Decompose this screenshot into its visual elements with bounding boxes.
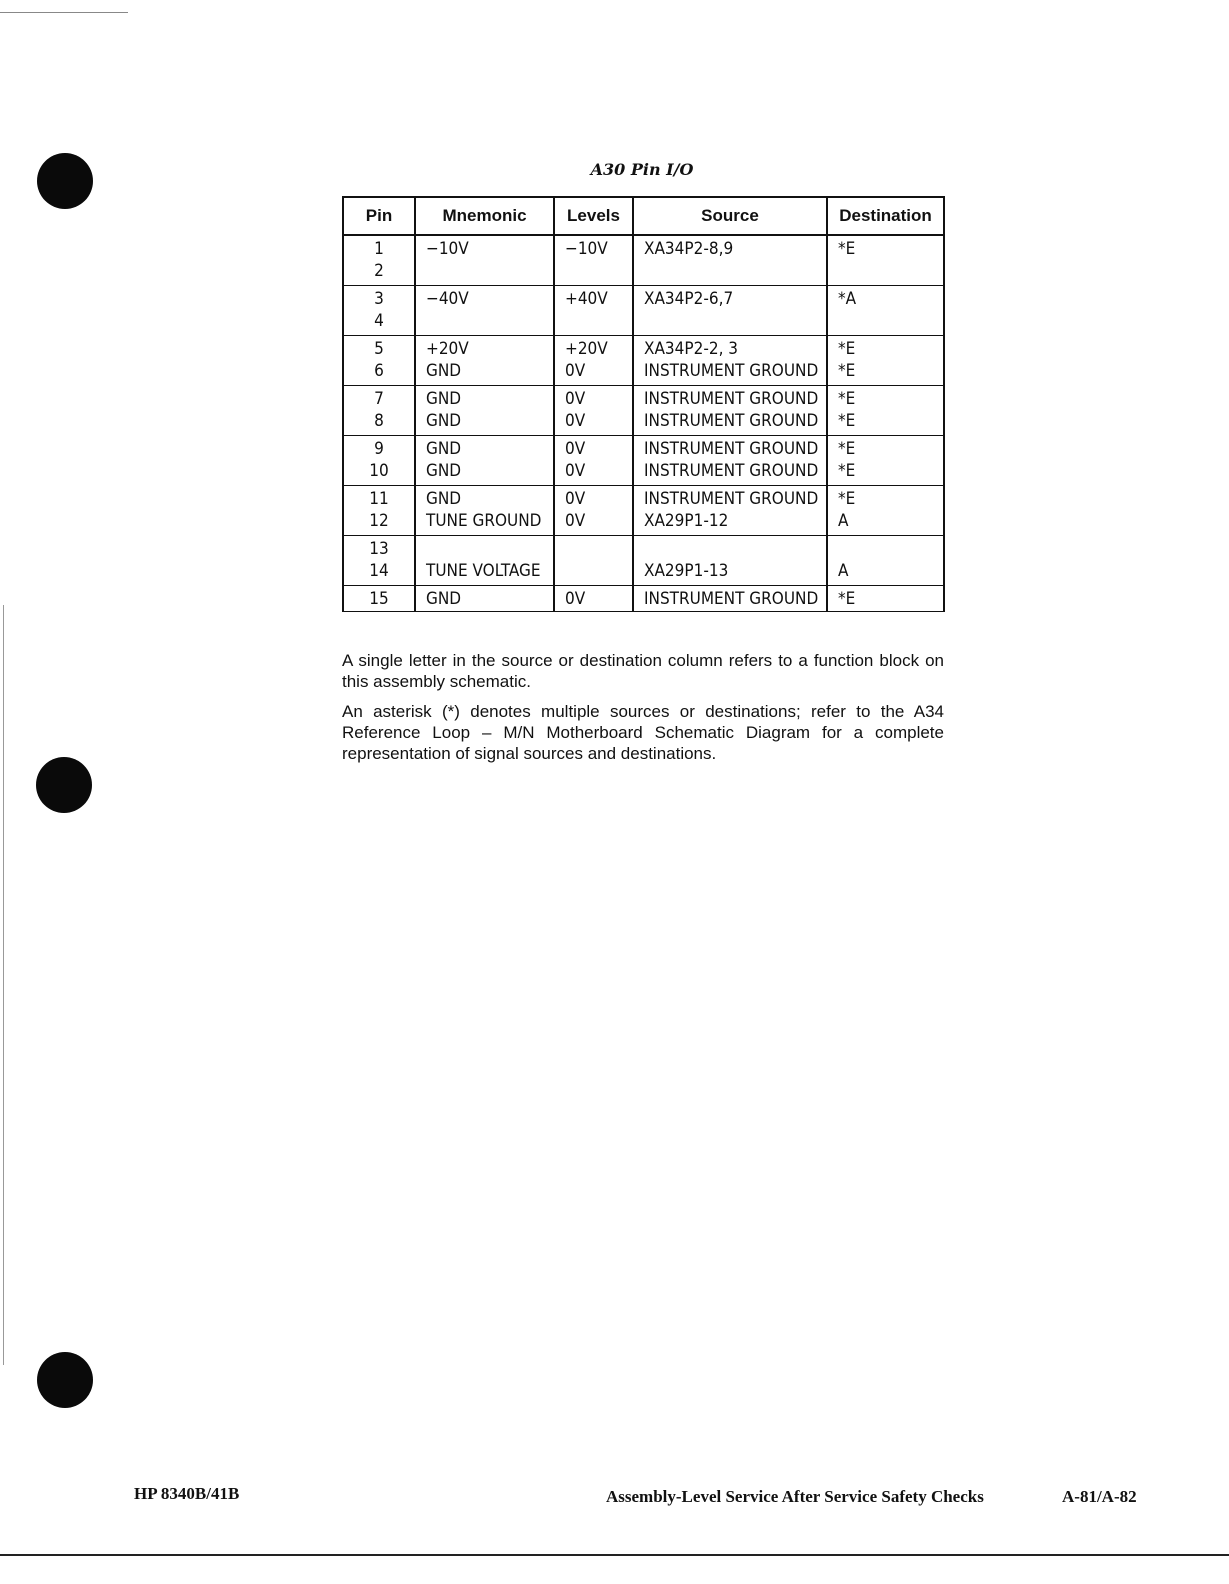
levels-value: 0V [565,460,586,481]
destination-value: *A [838,289,857,309]
source-value: INSTRUMENT GROUND [644,439,819,459]
levels-value [565,561,622,583]
table-title: A30 Pin I/O [590,160,694,179]
destination-value: A [838,510,849,531]
notes [342,650,944,773]
cell-mnemonic [415,336,554,386]
pin-value: 10 [369,460,389,481]
destination-value [838,539,933,561]
levels-value: 0V [565,489,586,509]
destination-value: *E [838,339,856,359]
cell-mnemonic [415,386,554,436]
cell-levels [554,536,633,586]
cell-mnemonic [415,235,554,286]
table-body [343,235,944,612]
levels-value: 0V [565,389,586,409]
levels-value: 0V [565,510,586,531]
footer-section: Assembly-Level Service After Service Safety Checks [606,1487,984,1506]
destination-value: *E [838,439,856,459]
table-row [343,436,944,486]
cell-destination [827,386,944,436]
cell-levels [554,486,633,536]
cell-pin [343,336,415,386]
bottom-rule [0,1554,1229,1556]
levels-value [565,261,622,283]
source-value: XA29P1-12 [644,510,729,531]
cell-mnemonic [415,436,554,486]
pin-value: 8 [374,410,384,431]
cell-source [633,336,827,386]
mnemonic-value [426,261,543,283]
destination-value: *E [838,410,856,431]
cell-source [633,386,827,436]
header-mnemonic: Mnemonic [415,197,554,235]
pin-value: 9 [374,439,384,459]
source-value: XA34P2-8,9 [644,239,734,259]
mnemonic-value: TUNE GROUND [426,510,542,531]
note-paragraph: An asterisk (*) denotes multiple sources or destinations; refer to the A34 Reference Loop – M/N Motherboard Schematic Diagram for a complete representation of signal sources and destinations. [342,702,944,763]
cell-destination [827,436,944,486]
cell-destination [827,286,944,336]
pin-value: 13 [369,539,389,559]
source-value: XA29P1-13 [644,560,729,581]
source-value: XA34P2-6,7 [644,289,734,309]
mnemonic-value: GND [426,439,462,459]
levels-value [565,311,622,333]
pin-value: 6 [374,360,384,381]
source-value: INSTRUMENT GROUND [644,589,819,609]
pin-value: 7 [374,389,384,409]
cell-mnemonic [415,586,554,612]
page-edge [3,605,4,1365]
destination-value [838,311,933,333]
cell-mnemonic [415,536,554,586]
source-value: INSTRUMENT GROUND [644,360,819,381]
note-paragraph: A single letter in the source or destination column refers to a function block on this assembly schematic. [342,651,944,691]
binder-hole [36,757,92,813]
mnemonic-value: GND [426,410,462,431]
cell-pin [343,286,415,336]
header-destination: Destination [827,197,944,235]
cell-destination [827,536,944,586]
levels-value: 0V [565,439,586,459]
table-row [343,386,944,436]
source-value [644,539,816,561]
cell-mnemonic [415,286,554,336]
source-value: INSTRUMENT GROUND [644,460,819,481]
destination-value: *E [838,489,856,509]
table-row [343,336,944,386]
table-row [343,586,944,612]
destination-value: *E [838,360,856,381]
footer-page-number: A-81/A-82 [1062,1487,1137,1506]
cell-source [633,486,827,536]
pin-value: 14 [369,560,389,581]
mnemonic-value: GND [426,389,462,409]
source-value [644,311,816,333]
cell-levels [554,586,633,612]
source-value: INSTRUMENT GROUND [644,489,819,509]
pin-value: 12 [369,510,389,531]
mnemonic-value: GND [426,460,462,481]
mnemonic-value: GND [426,589,462,609]
cell-levels [554,436,633,486]
cell-pin [343,386,415,436]
table-row [343,486,944,536]
cell-pin [343,486,415,536]
pin-value: 3 [374,289,384,309]
levels-value: 0V [565,410,586,431]
source-value: INSTRUMENT GROUND [644,389,819,409]
mnemonic-value: −10V [426,239,469,259]
mnemonic-value: −40V [426,289,469,309]
cell-source [633,436,827,486]
pin-value: 1 [374,239,384,259]
pin-value: 11 [369,489,389,509]
destination-value: *E [838,589,856,609]
cell-destination [827,486,944,536]
levels-value: +20V [565,339,608,359]
mnemonic-value [426,311,543,333]
pin-value: 5 [374,339,384,359]
cell-levels [554,235,633,286]
levels-value [565,539,622,561]
mnemonic-value: GND [426,360,462,381]
header-pin: Pin [343,197,415,235]
cell-levels [554,286,633,336]
table-row [343,286,944,336]
cell-destination [827,586,944,612]
binder-hole [37,1352,93,1408]
cell-levels [554,336,633,386]
table-header-row [343,197,944,235]
cell-source [633,586,827,612]
cell-pin [343,536,415,586]
cell-destination [827,235,944,286]
levels-value: 0V [565,589,586,609]
levels-value: −10V [565,239,608,259]
cell-mnemonic [415,486,554,536]
destination-value: *E [838,239,856,259]
mnemonic-value: GND [426,489,462,509]
header-levels: Levels [554,197,633,235]
cell-destination [827,336,944,386]
pin-value: 4 [374,310,384,331]
destination-value: *E [838,460,856,481]
table-row [343,235,944,286]
destination-value: A [838,560,849,581]
cell-levels [554,386,633,436]
cell-source [633,286,827,336]
footer-model: HP 8340B/41B [134,1484,240,1503]
levels-value: 0V [565,360,586,381]
source-value [644,261,816,283]
destination-value: *E [838,389,856,409]
cell-source [633,536,827,586]
destination-value [838,261,933,283]
mnemonic-value: TUNE VOLTAGE [426,560,541,581]
mnemonic-value [426,539,543,561]
header-source: Source [633,197,827,235]
cell-pin [343,586,415,612]
pin-value: 2 [374,260,384,281]
mnemonic-value: +20V [426,339,469,359]
binder-hole [37,153,93,209]
source-value: XA34P2-2, 3 [644,339,739,359]
source-value: INSTRUMENT GROUND [644,410,819,431]
cell-pin [343,436,415,486]
cell-source [633,235,827,286]
table-row [343,536,944,586]
pin-io-table [342,196,945,612]
top-rule [0,12,128,13]
cell-pin [343,235,415,286]
levels-value: +40V [565,289,608,309]
pin-value: 15 [369,589,389,609]
